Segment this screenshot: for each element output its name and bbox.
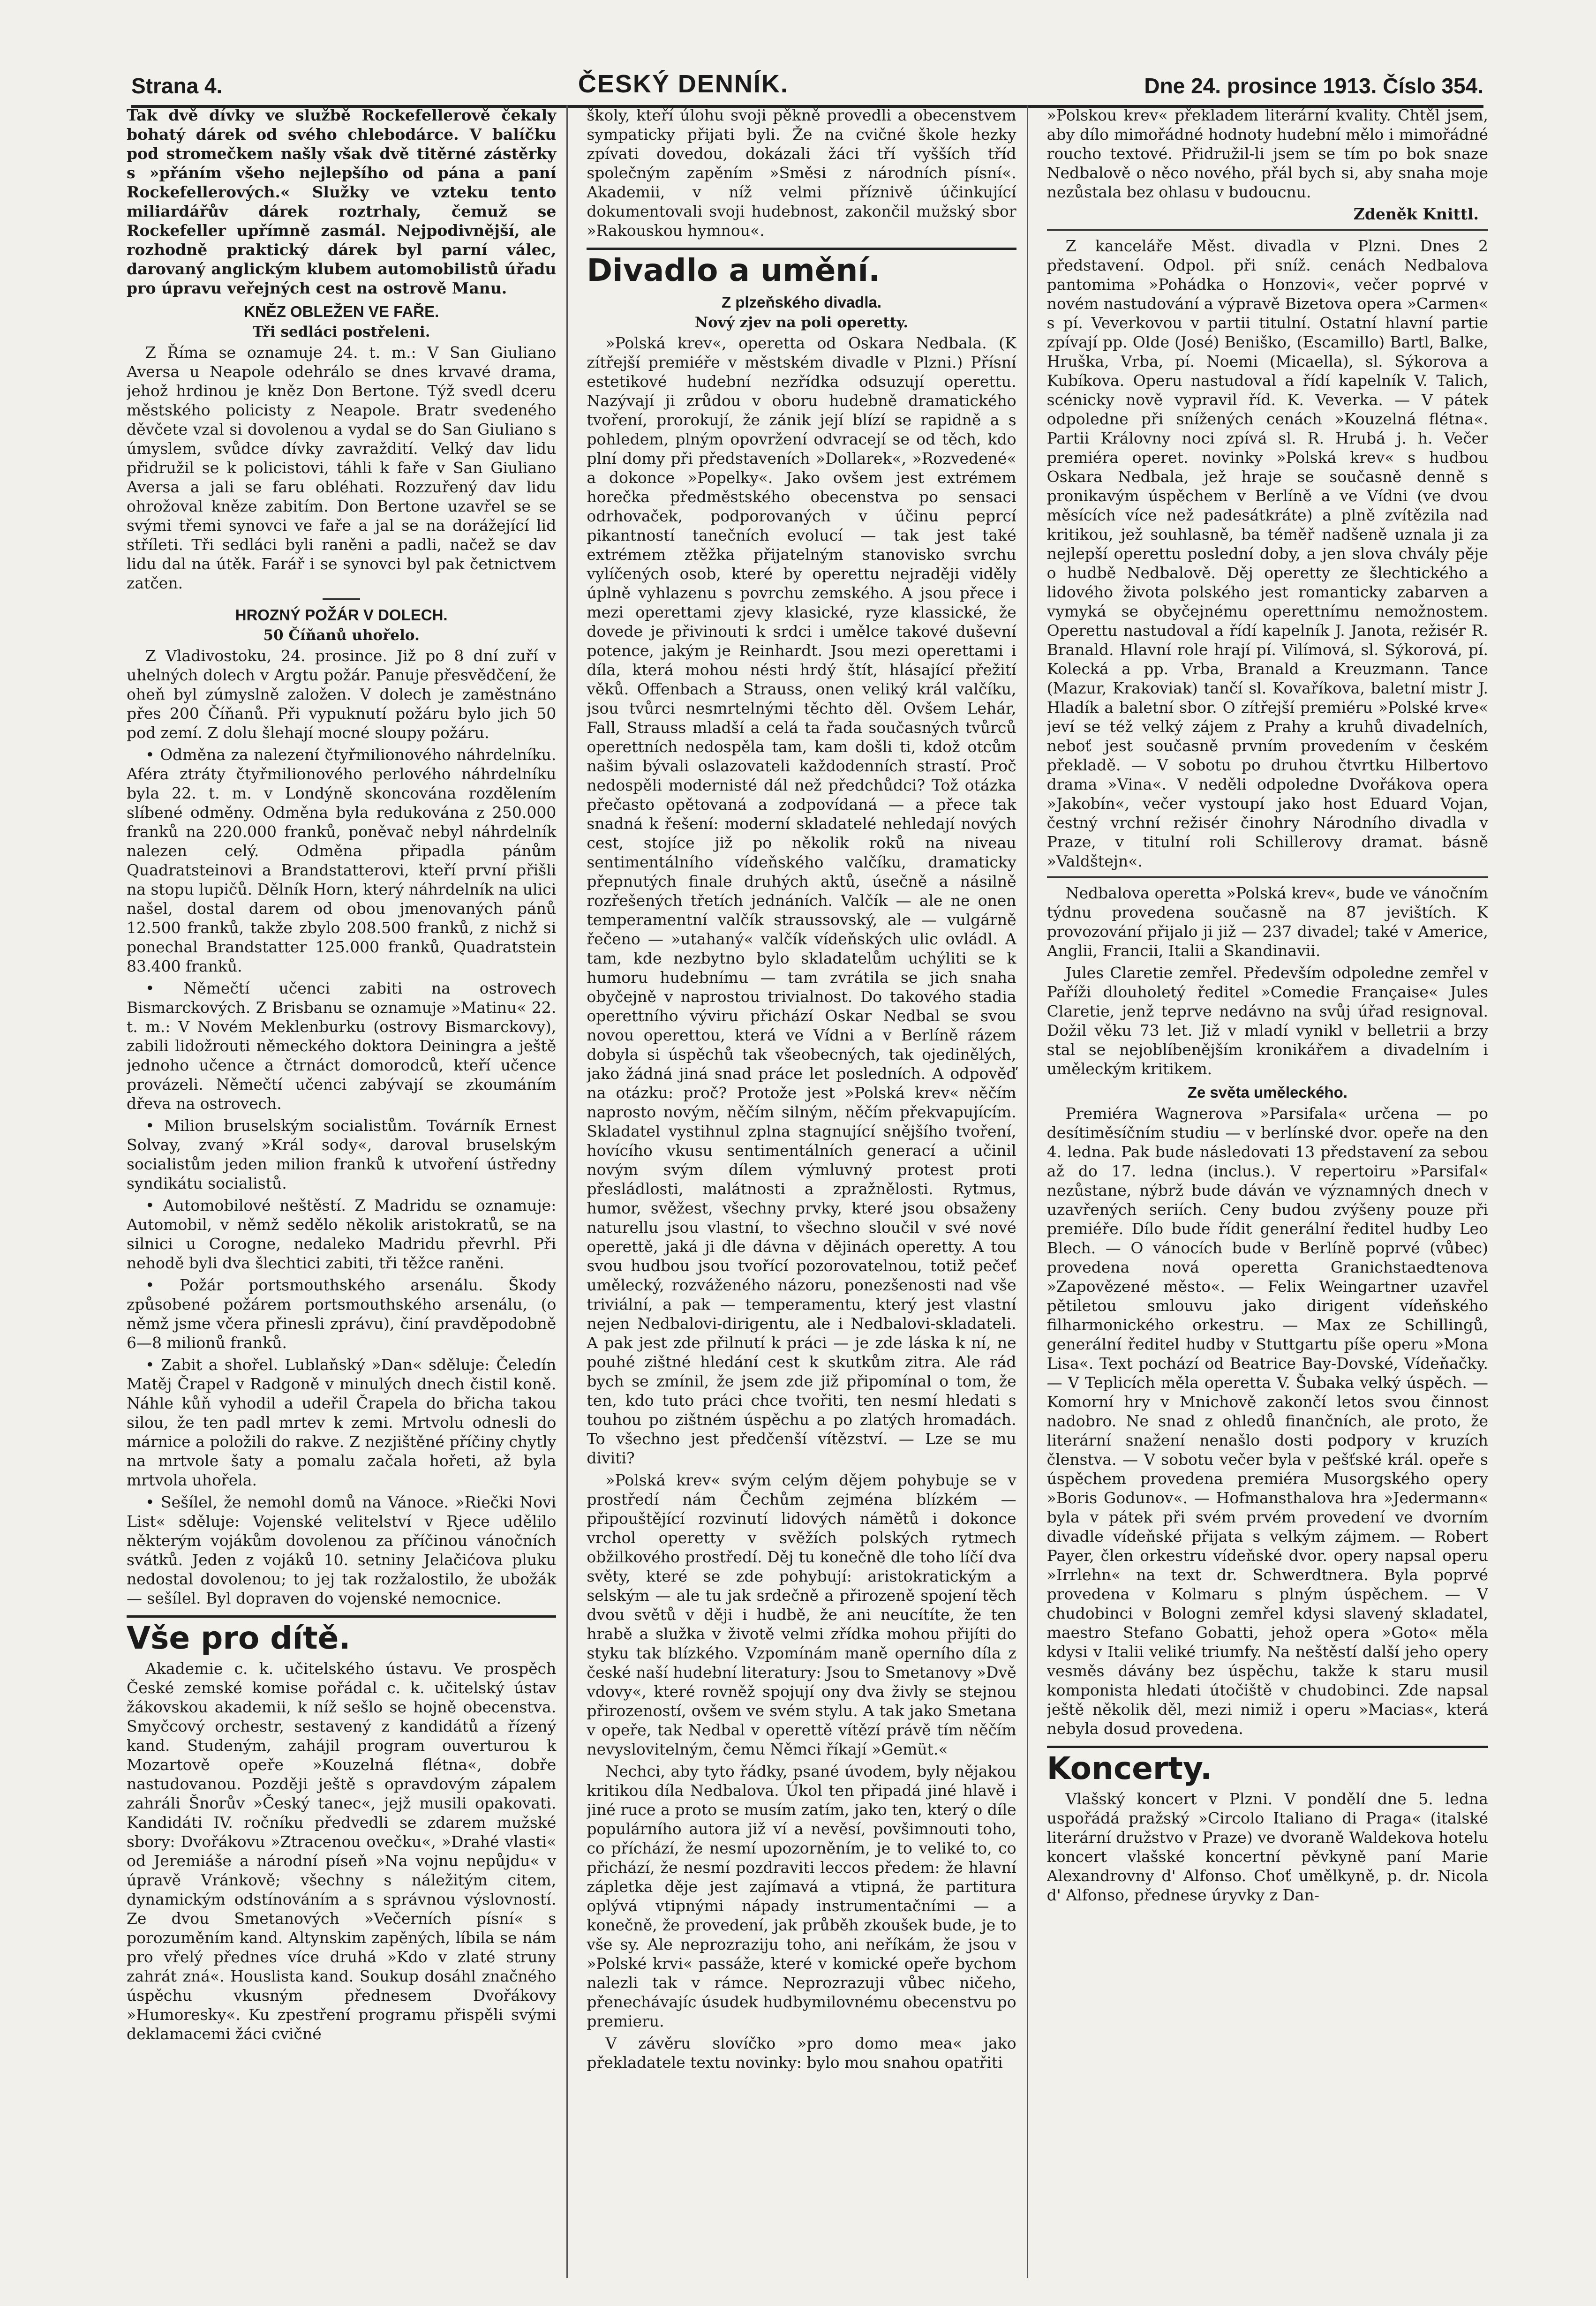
divider — [1047, 229, 1488, 231]
article-claretie: Jules Claretie zemřel. Především odpoledne zemřel v Paříži dlouholetý ředitel »Comedie Française« Jules Claretie, jenž teprve nedávno na svůj úřad resignoval. Dožil věku 73 let. Již v mladí vynikl v belletrii a brzy stal se nejoblíbenějším kronikářem a divadelním i uměleckým kritikem. — [1046, 964, 1488, 1078]
column-2 — [587, 106, 1028, 2278]
article-rockefeller: Tak dvě dívky ve službě Rockefellerově čekaly bohatý dárek od svého chlebodárce. V balíčku pod stromečkem našly však dvě titěrné zástěrky s »přáním všeho nejlepšího od pána a paní Rockefellerových.« Služky ve vzteku tento miliardářův dárek roztrhaly, čemuž se Rockefeller upřímně zasmál. Nejpodivnější, ale rozhodně praktický dárek byl parní válec, darovaný anglickým klubem automobilistů úřadu pro úpravu veřejných cest na ostrově Manu. — [127, 106, 557, 297]
column-1 — [127, 106, 568, 2278]
author-signature: Zdeněk Knittl. — [1353, 205, 1479, 223]
section-title-concerts: Koncerty. — [1047, 1746, 1488, 1786]
news-item-soldier: • Sešílel, že nemohl domů na Vánoce. »Riečki Novi List« sděluje: Vojenské velitelství v Rjece udělilo některým vojákům dovolenou za příčinou vánočních svátků. Jeden z vojáků 10. setniny Jelačićova pluku nedostal dovolenou; to jej tak rozžalostilo, že ubožák — sešílel. Byl dopraven do vojenské nemocnice. — [127, 1493, 557, 1607]
headline-pilsen-theatre: Z plzeňského divadla. — [721, 294, 882, 311]
news-item-automobile: • Automobilové neštěstí. Z Madridu se oznamuje: Automobil, v němž sedělo několik aristokratů, se na silnici u Corogne, nedaleko Madridu převrhl. Při nehodě byli dva šlechtici zabiti, tři těžce raněni. — [127, 1196, 557, 1272]
article-priest: Z Říma se oznamuje 24. t. m.: V San Giuliano Aversa u Neapole odehrálo se dnes krvavé drama, jehož hrdinou je kněz Don Bertone. Týž svedl dceru městského policisty z Neapole. Bratr svedeného děvčete vzal si dovolenou a vydal se do San Giuliano s úmyslem, svůdce dívky zavraždití. Velký dav lidu přidružil se k policistovi, táhli k faře v San Giuliano Aversa a jali se faru obléhati. Rozzuřený dav lidu ohrožoval kněze zabitím. Don Bertone uzavřel se se svými třemi synovci ve faře a jal se na dorážející lid stříleti. Tři sedláci byli raněni a padli, načež se dav lidu dal na útěk. Farář i se synovci byl pak četnictvem zatčen. — [127, 343, 557, 592]
page-header — [131, 56, 1483, 108]
page-number: Strana 4. — [131, 74, 223, 98]
section-title-theatre: Divadlo a umění. — [587, 248, 1016, 288]
article-operetta-2: »Polská krev« svým celým dějem pohybuje se v prostředí nám Čechům zejména blízkém — připouštějící rozvinutí lidových námětů i dokonce vrchol operetty v svěžích polských rytmech obžilkového prostředí. Děj tu konečně dle toho líčí dva světy, které se zde pohybují: aristokratickým a selským — ale tu jak srdečně a přirozeně spojení těch dvou světů v ději i hudbě, že ani neucítíte, že ten hrabě a služka v životě velmi zřídka mohou přijíti do styku tak blízkého. Vzpomínám maně operního díla z české naší hudební literatury: Jsou to Smetanovy »Dvě vdovy«, které rovněž spojují ony dva živly se stejnou přirozeností, ovšem ve svém stylu. A tak jako Smetana v opeře, tak Nedbal v operettě vítězí právě tím něčím nevyslovitelným, čemu Němci říkají »Gemüt.« — [587, 1471, 1016, 1758]
subheadline-priest: Tři sedláci postřeleni. — [252, 324, 430, 340]
news-item-necklace: • Odměna za nalezení čtyřmilionového náhrdelníku. Aféra ztráty čtyřmilionového perlového náhrdelníku byla 22. t. m. v Londýně skoncována rozdělením slíbené odměny. Odměna byla redukována z 250.000 franků na 220.000 franků, poněvač nebyl náhrdelník nalezen celý. Odměna připadla pánům Quadratsteinovi a Brandstatterovi, kteří první přišli na stopu lupičů. Dělník Horn, který náhrdelník na ulici našel, dostal darem od obou jmenovaných pánů 12.500 franků, takže zbylo 208.500 franků, z nichž si ponechal Brandstatter 125.000 franků, Quadratstein 83.400 franků. — [127, 746, 557, 975]
issue-date: Dne 24. prosince 1913. Číslo 354. — [1144, 74, 1483, 98]
article-operetta-cont: »Polskou krev« překladem literární kvality. Chtěl jsem, aby dílo mimořádné hodnoty hudební mělo i mimořádné roucho textové. Přidružil-li jsem se tím po bok snaze Nedbalově o něco nového, přál bych si, aby snaha moje nezůstala bez ohlasu v budoucnu. — [1046, 106, 1488, 201]
newspaper-title: ČESKÝ DENNÍK. — [578, 70, 789, 98]
article-operetta-3: Nechci, aby tyto řádky, psané úvodem, byly nějakou kritikou díla Nedbalova. Úkol ten připadá jiné hlavě i jiné ruce a proto se musím zatím, jako ten, který o díle populárního autora již ví a nevěsí, povšimnouti toho, co příchází, že nesmí upozorněním, je to veliké to, co přichází, že nesmí pozdraviti leccos předem: že hlavní zápletka děje jest zajímavá a vtipná, že partitura oplývá vtipnými nápady instrumentačními — a konečně, že provedení, jak průběh zkoušek bude, je to vše sy. Ale neprozraziju toho, ani neříkám, že jsou v »Polské krvi« passáže, které v komické opeře bychom nalezli tak v rámce. Neprozrazuji vůbec ničeho, přenechávajíc úsudek hudbymilovnému obecenstvu po premieru. — [587, 1762, 1016, 2030]
news-item-arsenal: • Požár portsmouthského arsenálu. Škody způsobené požárem portsmouthského arsenálu, (o němž jsme včera přinesli zprávu), činí pravděpodobně 6—8 milionů franků. — [127, 1276, 557, 1352]
section-title-children: Vše pro dítě. — [127, 1615, 556, 1656]
article-polska-krev: Nedbalova operetta »Polská krev«, bude ve vánočním týdnu provedena současně na 87 jevištích. K provozování přijalo ji již — 237 divadel; také v Americe, Anglii, Francii, Italii a Skandinavii. — [1046, 884, 1488, 960]
subheadline-mine-fire: 50 Číňanů uhořelo. — [263, 627, 420, 644]
column-3 — [1047, 106, 1488, 2278]
news-item-scholars: • Němečtí učenci zabiti na ostrovech Bismarckových. Z Brisbanu se oznamuje »Matinu« 22. t. m.: V Novém Meklenburku (ostrovy Bismarckovy), zabili lidožrouti německého doktora Deiningra a ještě jednoho učence a čtrnáct domorodců, kteří učence provázeli. Němečtí učenci zabývají se zkoumáním dřeva na ostrovech. — [127, 979, 557, 1113]
article-columns — [127, 106, 1488, 2278]
article-operetta-1: »Polská krev«, operetta od Oskara Nedbala. (K zítřejší premiéře v městském divadle v Plzni.) Přísní estetikové hudební nezřídka odsuzují operettu. Nazývají ji zrůdou v oboru hudebně dramatického tvoření, prorokují, že zánik její blízí se rapidně a s pohledem, plným opovržení odvracejí se od těch, kdo plní domy při představeních »Dollarek«, »Rozvedené« a dokonce »Popelky«. Jako ovšem jest extrémem horečka předměstského obecenstva po sensaci odrhovaček, podporovaných v účinu peprcí pikantností tanečních evolucí — tak jest také extrémem ztěžka přijatelným stanovisko svrchu vylíčených osob, které by operettu nejraději viděly úplně vyhlazenu s povrchu zemského. A jsou přece i mezi operettami zjevy klasické, ryze klassické, že dovede je přivinouti k srdci i umělce takové duševní potence, jakým je Reinhardt. Jsou mezi operettami i díla, která mohou nésti hrdý štít, hlásající přežití věků. Offenbach a Strauss, onen veliký král valčíku, jsou tvůrci nesmrtelnými těchto děl. Ovšem Lehár, Fall, Strauss mladší a celá ta řada současných tvůrců operettních nedospěla tam, kam došli ti, kdož otcům našim bývali oslazovateli každodenních strastí. Proč nedospěli modernisté dál než předchůdci? Tož otázka přečasto opětovaná a zodpovídaná — a přece tak snadná k řešení: moderní skladatelé nehledají nových cest, stojíce již po několik roků na niveau sentimentálního vídeňského valčíku, dramaticky přepnutých finale druhých aktů, úsečně a násilně rozřešených třetích jednáních. Valčík — ale ne onen temperamentní valčík straussovský, ale — vulgárně řečeno — »utahaný« valčík vídeňských ulic ovládl. A tam, kde nezbytno bylo skladatelům uchýliti se k humoru hudebnímu — tam zvrátila se jich snaha obyčejně v naprostou trivialnost. Do takového stadia operettního výviru přichází Oskar Nedbal se svou novou operettou, která ve Vídni a v Berlíně rázem dobyla si úspěchů tak všeobecných, tak ojedinělých, jako žádná jiná snad práce let posledních. A odpověď na otázku: proč? Protože jest »Polská krev« něčím naprosto novým, něčím silným, něčím překvapujícím. Skladatel vystihnul zplna stagnující snějšího tvoření, hovícího vkusu sentimentálních generací a učinil novým svým dílem výmluvný protest proti přesládlosti, malátnosti a zpražnělosti. Rytmus, humor, svěžest, všechny prvky, které jsou obsaženy naturellu jsou vlastní, to všechno sloučil v své nové operettě, jaká ji dle dávna v dějinách operetty. A tou svou hudbou jsou tvořící pozorovatelnou, totiž pečeť umělecký, rozváženého názoru, ponezšenosti nad vše triviální, a pak — temperamentu, který jest vlastní nejen Nedbalovi-dirigentu, ale i Nedbalovi-skladateli. A pak jest zde přilnutí k práci — je zde láska k ní, ne pouhé zištné hledání cest k skutkům zitra. Ale rád bych se zmínil, že jsem zde již připomínal o tom, že ten, kdo tuto práci chce tvořiti, ten nesmí hledati s touhou po zištném úspěchu a po zlatých hromadách. To všechno jest předčenší vítězství. — Lze se mu diviti? — [587, 334, 1016, 1467]
divider — [1047, 876, 1488, 878]
news-item-killed: • Zabit a shořel. Lublaňský »Dan« sděluje: Čeledín Matěj Črapel v Radgoně v minulých dnech čistil koně. Náhle kůň vyhodil a udeřil Črapela do břicha takou silou, že ten padl mrtev k zemi. Mrtvolu odnesli do márnice a položili do rakve. Z nezjištěné příčiny chytly na mrtvole šaty a pomalu začala hořeti, až byla mrtvola uhořela. — [127, 1356, 557, 1489]
article-art-world: Premiéra Wagnerova »Parsifala« určena — po desítiměsíčním studiu — v berlínské dvor. opeře na den 4. ledna. Pak bude následovati 13 představení za sebou až do 17. ledna (inclus.). V repertoiru »Parsifal« nezůstane, nýbrž bude dáván ve významných dnech v uzavřených seriích. Ceny budou zvýšeny pouze při premiéře. Dílo bude řídit generální ředitel hudby Leo Blech. — O vánocích bude v Berlíně poprvé (vůbec) provedena nová operetta Granichstaedtenova »Zapovězené město«. — Felix Weingartner uzavřel pětiletou smlouvu jako dirigent vídeňského filharmonického orkestru. — Max ze Schillingů, generální ředitel hudby v Stuttgartu píše operu »Mona Lisa«. Text pochází od Beatrice Bay-Dovské, Vídeňačky. — V Teplicích měla operetta V. Šubaka velký úspěch. — Komorní hry v Mnichově zakončí letos svou činnost nadobro. Ne snad z ohledů finančních, ale proto, že literární snažení nenašlo dosti podpory v kruzích členstva. — V sobotu večer byla v pešťské král. opeře s úspěchem provedena premiéra Musorgského opery »Boris Godunov«. — Hofmansthalova hra »Jedermann« byla v pátek při svém prvém provedení ve dvorním divadle vídeňské přijata s velkým zájmem. — Robert Payer, člen orkestru vídeňské dvor. opery napsal operu »Irrlehn« na text dr. Schwerdtnera. Byla poprvé provedena v Kolmaru s plným úspěchem. — V chudobinci v Bologni zemřel kdysi slavený skladatel, maestro Stefano Gobatti, jehož opera »Goto« měla kdysi v Italii veliké triumfy. Na neštěstí další jeho opery vesměs dávány bez úspěchu, takže k staru musil komponista hledati útočiště v chudobinci. Zde napsal ještě několik děl, mezi nimiž i operu »Macias«, která nebyla dosud provedena. — [1046, 1104, 1488, 1738]
article-operetta-4: V závěru slovíčko »pro domo mea« jako překladatele textu novinky: bylo mou snahou opatřiti — [587, 2034, 1016, 2072]
article-theatre-office: Z kanceláře Měst. divadla v Plzni. Dnes 2 představení. Odpol. při sníž. cenách Nedbalova pantomima »Pohádka o Honzovi«, večer poprvé v novém nastudování a výpravě Bizetova opera »Carmen« s pí. Veverkovou v partii titulní. Ostatní hlavní partie zpívají pp. Olde (José) Beniško, (Escamillo) Bartl, Balke, Hruška, Vrba, pí. Noemi (Micaella), sl. Sýkorova a Kubíkova. Operu nastudoval a řídí kapelník V. Talich, scénicky nově vypravil říd. K. Veverka. — V pátek odpoledne při snížených cenách »Kouzelná flétna«. Partii Královny noci zpívá sl. R. Hrubá j. h. Večer premiéra operet. novinky »Polská krev« s hudbou Oskara Nedbala, jež hraje se současně denně s pronikavým úspěchem v Berlíně a ve Vídni (ve dvou měsících více než padesátkráte) a plně zvítězila nad kritikou, jež souhlasně, ba téměř nadšeně uznala ji za nejlepší operettu poslední doby, a jen slova chvály pěje o hudbě Nedbalově. Děj operetty ze šlechtického a lidového života polského jest romanticky zabarven a vymyká se obyčejnému operettnímu nemožnostem. Operettu nastudoval a řídí kapelník J. Janota, režisér R. Branald. Hlavní role hrají pí. Vilímová, sl. Sýkorová, pí. Kolecká a pp. Vrba, Branald a Kreuzmann. Tance (Mazur, Krakoviak) tančí sl. Kovaříkova, baletní mistr J. Hladík a baletní sbor. O zítřejší premiéru »Polské krve« jeví se též velký zájem z Prahy a kruhů divadelních, neboť jest současně prvním provedením v českém překladě. — V sobotu po druhou čtvrtku Hilbertovo drama »Vina«. V neděli odpoledne Dvořákova opera »Jakobín«, večer vystoupí jako host Eduard Vojan, čestný vrchní režisér činohry Národního divadla v Praze, v titulní roli Schillerovy dramat. básně »Valdštejn«. — [1046, 237, 1488, 870]
article-academy: Akademie c. k. učitelského ústavu. Ve prospěch České zemské komise pořádal c. k. učitelský ústav žákovskou akademii, k níž sešlo se hojně obecenstva. Smyčcový orchestr, sestavený z kandidátů a řízený kand. Studeným, zahájil program ouverturou k Mozartově opeře »Kouzelná flétna«, dobře nastudovanou. Později ještě s opravdovým zápalem zahráli Šnorův »Český tanec«, jejž musili opakovati. Kandidáti IV. ročníku předvedli se zdarem mužské sbory: Dvořákovu »Ztracenou ovečku«, »Drahé vlasti« od Jeremiáše a národní píseň »Na vojnu nepůjdu« v úpravě Vránkově; všechny s náležitým citem, dynamickým odstínováním a s správnou výslovností. Ze dvou Smetanových »Večerních písní« s porozuměním kand. Altynskim zapěných, líbila se nám pro vřelý přednes více druhá »Kdo v zlaté struny zahrát zná«. Houslista kand. Soukup dosáhl značného úspěchu vkusným přednesem Dvořákovy »Humoresky«. Ku zpestření programu přispěli svými deklamacemi žáci cvičné — [127, 1659, 557, 2043]
news-item-socialists: • Milion bruselským socialistům. Továrník Ernest Solvay, zvaný »Král sody«, daroval bruselským socialistům jeden milion franků k utvoření ústředny syndikátu socialistů. — [127, 1116, 557, 1192]
headline-art-world: Ze světa uměleckého. — [1187, 1084, 1348, 1101]
headline-mine-fire: HROZNÝ POŽÁR V DOLECH. — [235, 606, 448, 624]
subheadline-operetta: Nový zjev na poli operetty. — [694, 314, 909, 331]
article-academy-cont: školy, kteří úlohu svoji pěkně provedli a obecenstvem sympaticky přijati byli. Že na cvičné škole hezky zpívati dovedou, dokázali žáci tří vyšších tříd společným zapěním »Směsi z národních písní«. Akademii, v níž velmi příznivě účinkující dokumentovali svoji hudebnost, zakončil mužský sbor »Rakouskou hymnou«. — [587, 106, 1016, 240]
headline-priest: KNĚZ OBLEŽEN VE FAŘE. — [244, 303, 439, 320]
article-mine-fire: Z Vladivostoku, 24. prosince. Již po 8 dní zuří v uhelných dolech v Argtu požár. Panuje přesvědčení, že oheň byl zúmyslně založen. V dolech je zaměstnáno přes 200 Číňanů. Při vypuknutí požáru bylo jich 50 pod zemí. Z dolu šlehají mocné sloupy požáru. — [127, 647, 557, 742]
divider — [323, 598, 360, 600]
article-concert: Vlašský koncert v Plzni. V pondělí dne 5. ledna uspořádá pražský »Circolo Italiano di Praga« (italské literární družstvo v Praze) ve dvoraně Waldekova hotelu koncert vlašské koncertní pěvkyně paní Marie Alexandrovny d' Alfonso. Choť umělkyně, p. dr. Nicola d' Alfonso, přednese úryvky z Dan- — [1046, 1790, 1488, 1904]
